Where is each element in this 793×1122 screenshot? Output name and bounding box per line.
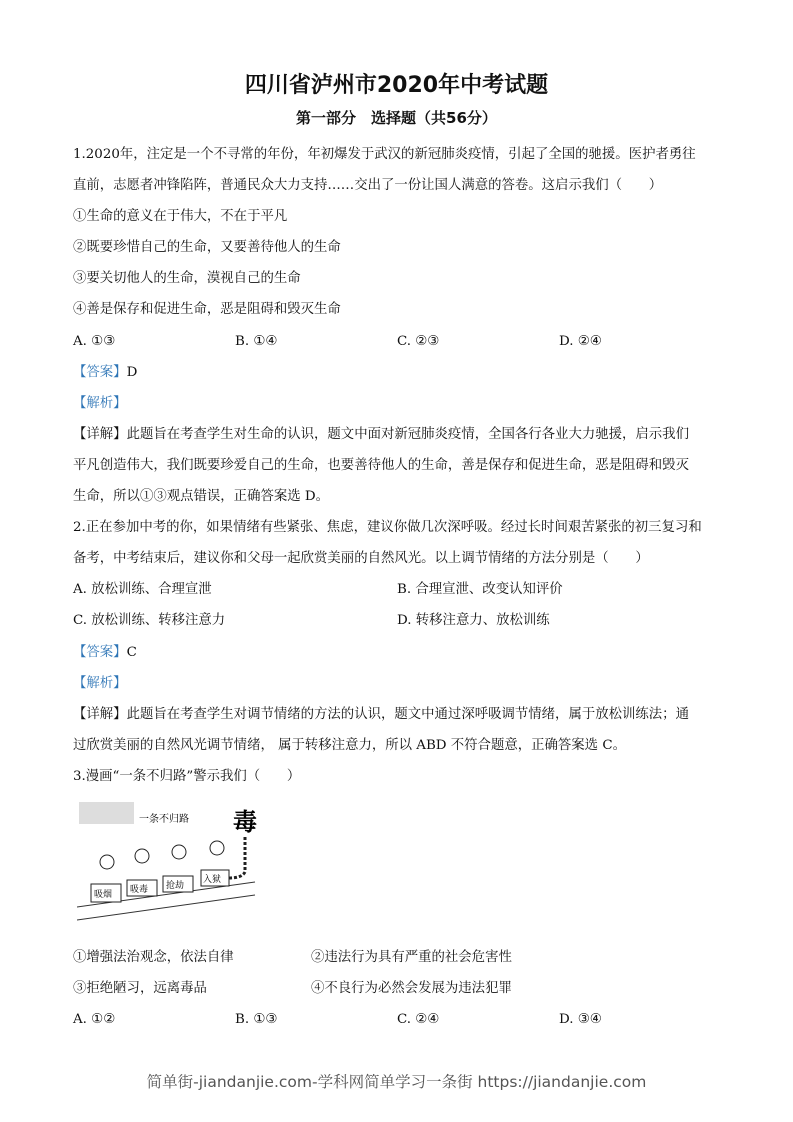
q3-item: ④不良行为必然会发展为违法犯罪 — [311, 981, 512, 997]
q1-answer — [73, 357, 723, 388]
q3-options — [73, 1004, 723, 1035]
answer-tag: 【答案】 — [73, 364, 127, 380]
q1-options — [73, 326, 723, 357]
q3-item: ②违法行为具有严重的社会危害性 — [311, 949, 512, 965]
q1-stem: 直前，志愿者冲锋陷阵，普通民众大力支持……交出了一份让国人满意的答卷。这启示我们（ ） — [73, 178, 663, 194]
cartoon-poison-sign: 毒 — [233, 806, 257, 836]
q1-item: ③要关切他人的生命，漠视自己的生命 — [73, 271, 301, 287]
cartoon-title: 一条不归路 — [139, 813, 189, 825]
q2-detail — [73, 699, 723, 730]
option-d: D. 转移注意力、放松训练 — [397, 613, 550, 629]
option-a: A. ①② — [73, 1012, 116, 1028]
section-heading: 第一部分 选择题（共56分） — [296, 109, 497, 127]
q1-detail: 平凡创造伟大，我们既要珍爱自己的生命，也要善待他人的生命，善是保存和促进生命，恶是阻碍和毁灭 — [73, 457, 689, 473]
q1-item: ①生命的意义在于伟大，不在于平凡 — [73, 209, 288, 225]
detail-tag: 【详解】 — [73, 706, 127, 722]
analysis-tag: 【解析】 — [73, 395, 127, 411]
option-a: A. 放松训练、合理宣泄 — [73, 582, 212, 598]
q2-stem: 2.正在参加中考的你，如果情绪有些紧张、焦虑，建议你做几次深呼吸。经过长时间艰苦紧张的初三复习和 — [73, 520, 702, 536]
option-d: D. ③④ — [559, 1012, 602, 1028]
footer-watermark: 简单街-jiandanjie.com-学科网简单学习一条街 https://jiandanjie.com — [146, 1073, 647, 1091]
q2-options — [73, 605, 723, 636]
q2-options — [73, 574, 723, 605]
detail-text: 此题旨在考查学生对调节情绪的方法的认识，题文中通过深呼吸调节情绪，属于放松训练法；通 — [126, 706, 689, 722]
q1-stem: 1.2020年，注定是一个不寻常的年份，年初爆发于武汉的新冠肺炎疫情，引起了全国的驰援。医护者勇往 — [73, 147, 696, 162]
answer-value: D — [126, 364, 138, 380]
detail-text: 此题旨在考查学生对生命的认识，题文中面对新冠肺炎疫情，全国各行各业大力驰援，启示我们 — [126, 426, 689, 442]
answer-value: C — [126, 644, 137, 660]
option-a: A. ①③ — [73, 333, 116, 349]
cartoon-smudge — [79, 802, 134, 824]
q1-detail — [73, 419, 723, 450]
q1-detail: 生命，所以①③观点错误，正确答案选 D。 — [73, 489, 330, 505]
option-b: B. ①③ — [235, 1012, 278, 1028]
option-c: C. ②④ — [397, 1012, 440, 1028]
document-body — [73, 139, 723, 1035]
cartoon-drawing — [77, 792, 257, 922]
cartoon-sign: 吸烟 — [94, 889, 113, 900]
option-d: D. ②④ — [559, 333, 602, 349]
q2-answer — [73, 637, 723, 668]
q3-items — [73, 973, 723, 1004]
cartoon-sign: 入狱 — [203, 874, 222, 885]
q2-stem: 备考，中考结束后，建议你和父母一起欣赏美丽的自然风光。以上调节情绪的方法分别是（ ） — [73, 551, 649, 567]
option-b: B. ①④ — [235, 333, 278, 349]
q3-items — [73, 942, 723, 973]
q1-item: ④善是保存和促进生命，恶是阻碍和毁灭生命 — [73, 302, 341, 318]
q3-item: ③拒绝陋习，远离毒品 — [73, 981, 207, 997]
cartoon-sign: 吸毒 — [130, 884, 149, 895]
detail-tag: 【详解】 — [73, 426, 127, 442]
q2-detail: 过欣赏美丽的自然风光调节情绪， 属于转移注意力，所以 ABD 不符合题意，正确答案选 C。 — [73, 737, 626, 753]
option-b: B. 合理宣泄、改变认知评价 — [397, 582, 563, 598]
option-c: C. ②③ — [397, 333, 440, 349]
q3-stem: 3.漫画“一条不归路”警示我们（ ） — [73, 768, 301, 784]
cartoon-sign: 抢劫 — [166, 880, 185, 891]
q1-item: ②既要珍惜自己的生命，又要善待他人的生命 — [73, 240, 341, 256]
option-c: C. 放松训练、转移注意力 — [73, 613, 226, 629]
analysis-tag: 【解析】 — [73, 675, 127, 691]
cartoon-image — [73, 792, 723, 942]
q3-item: ①增强法治观念，依法自律 — [73, 949, 234, 965]
document-title: 四川省泸州市2020年中考试题 — [244, 73, 549, 98]
answer-tag: 【答案】 — [73, 644, 127, 660]
